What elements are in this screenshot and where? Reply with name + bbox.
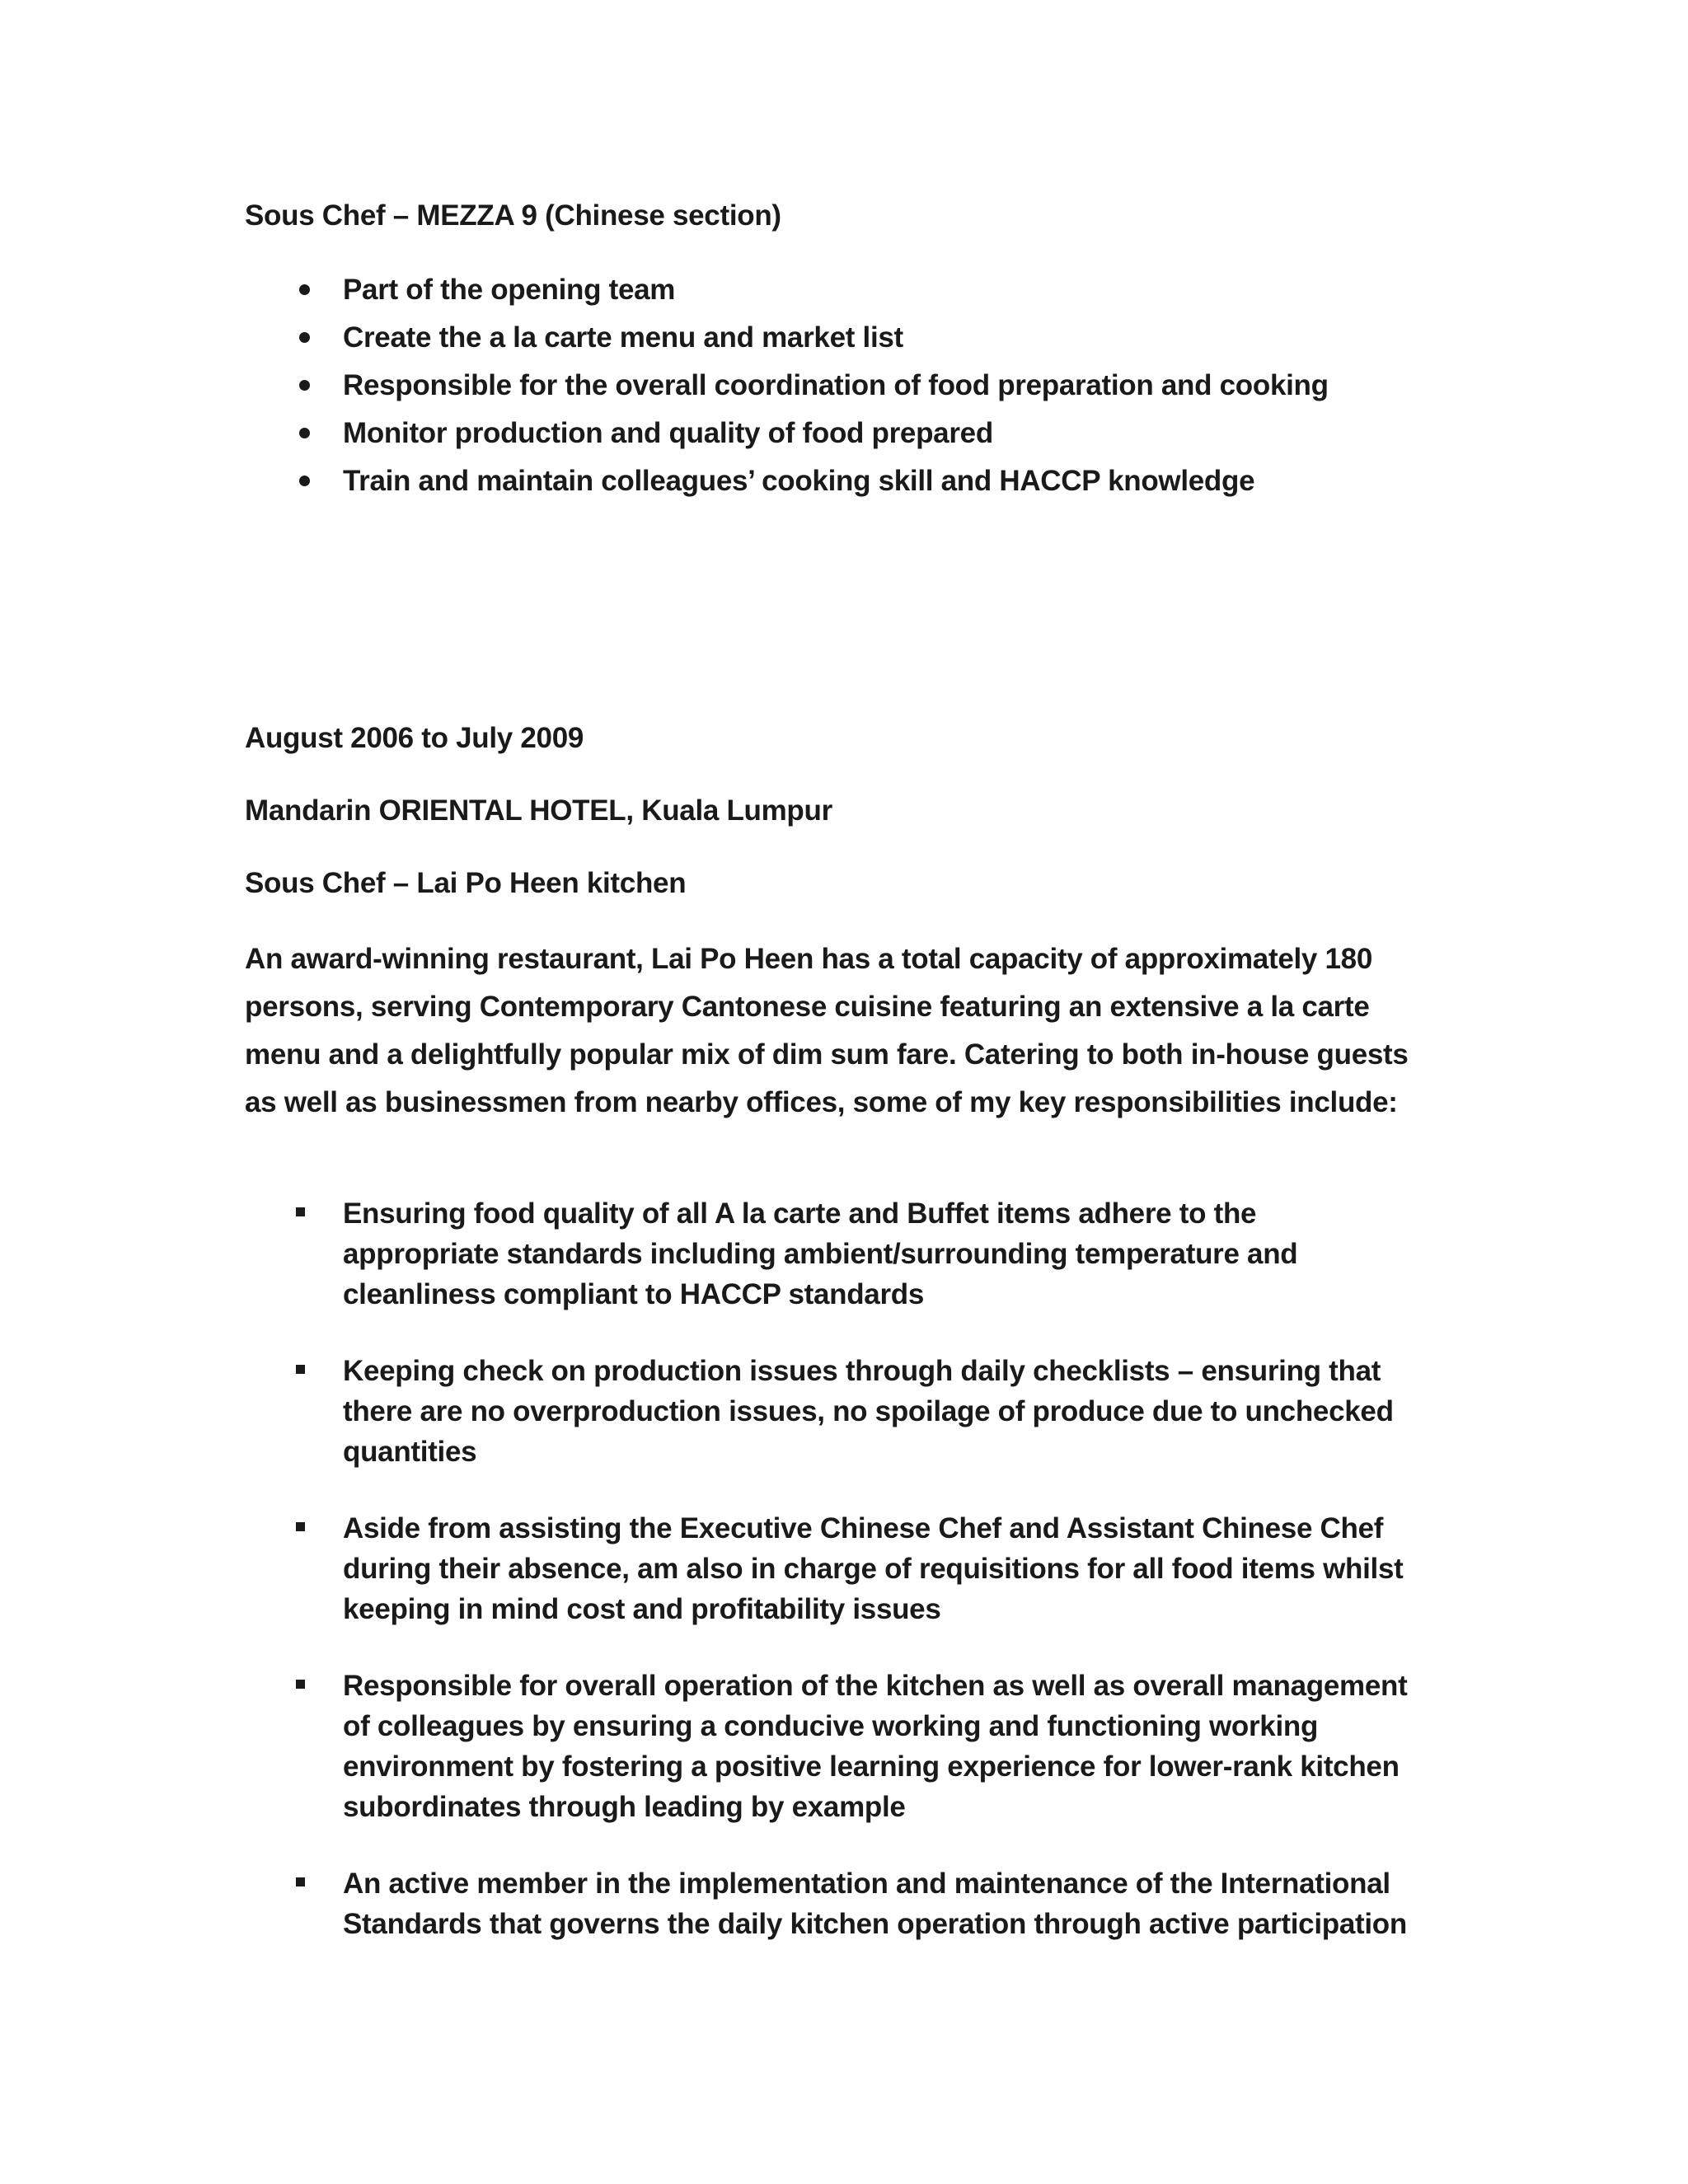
list-item-line: Keeping check on production issues through daily checklists – ensuring that: [343, 1355, 1381, 1387]
description-line: persons, serving Contemporary Cantonese cuisine featuring an extensive a la carte: [245, 991, 1370, 1023]
employer-name: Mandarin ORIENTAL HOTEL, Kuala Lumpur: [245, 794, 832, 827]
list-item: [245, 1351, 1407, 1472]
list-item-line: environment by fostering a positive learning experience for lower-rank kitchen: [343, 1750, 1400, 1783]
square-bullet-icon: [296, 1522, 305, 1531]
list-item: [245, 1508, 1407, 1629]
job-role: Sous Chef – Lai Po Heen kitchen: [245, 867, 687, 899]
list-item-line: Aside from assisting the Executive Chinese Chef and Assistant Chinese Chef: [343, 1512, 1384, 1544]
list-item: [245, 1863, 1407, 1944]
list-item: [245, 320, 1329, 368]
bullet-dot-icon: [299, 476, 310, 486]
square-bullet-icon: [296, 1365, 305, 1374]
employment-dates: August 2006 to July 2009: [245, 722, 584, 754]
description-line: menu and a delightfully popular mix of dim sum fare. Catering to both in-house guests: [245, 1038, 1409, 1071]
square-bullet-icon: [296, 1877, 305, 1886]
list-item-line: during their absence, am also in charge of requisitions for all food items whilst: [343, 1553, 1404, 1585]
list-item-line: subordinates through leading by example: [343, 1791, 906, 1823]
list-item-line: appropriate standards including ambient/surrounding temperature and: [343, 1238, 1298, 1270]
bullet-dot-icon: [299, 380, 310, 391]
list-item: [245, 368, 1329, 415]
list-item: [245, 272, 1329, 320]
section1-title: Sous Chef – MEZZA 9 (Chinese section): [245, 199, 781, 232]
bullet-dot-icon: [299, 284, 310, 295]
list-item-text: Part of the opening team: [343, 274, 676, 306]
list-item: [245, 1666, 1407, 1827]
list-item-text: Train and maintain colleagues’ cooking skill and HACCP knowledge: [343, 465, 1255, 497]
list-item-line: of colleagues by ensuring a conducive working and functioning working: [343, 1710, 1319, 1742]
description-line: An award-winning restaurant, Lai Po Heen has a total capacity of approximately 180: [245, 943, 1373, 975]
restaurant-description: [245, 935, 1448, 1127]
bullet-dot-icon: [299, 332, 310, 343]
list-item-text: Monitor production and quality of food prepared: [343, 417, 993, 449]
list-item-line: Standards that governs the daily kitchen operation through active participation: [343, 1908, 1407, 1940]
bullet-dot-icon: [299, 428, 310, 438]
list-item-line: Ensuring food quality of all A la carte and Buffet items adhere to the: [343, 1197, 1257, 1230]
list-item-text: Responsible for the overall coordination of food preparation and cooking: [343, 369, 1329, 401]
list-item-line: quantities: [343, 1436, 477, 1468]
list-item-text: Create the a la carte menu and market list: [343, 321, 903, 354]
square-bullet-icon: [296, 1207, 305, 1216]
list-item-line: An active member in the implementation and maintenance of the International: [343, 1868, 1390, 1900]
list-item-line: there are no overproduction issues, no spoilage of produce due to unchecked: [343, 1395, 1394, 1427]
responsibilities-list: [245, 1193, 1407, 1980]
list-item-line: cleanliness compliant to HACCP standards: [343, 1278, 925, 1310]
list-item: [245, 415, 1329, 463]
list-item-line: Responsible for overall operation of the kitchen as well as overall management: [343, 1670, 1408, 1702]
section1-bullet-list: [245, 272, 1329, 511]
list-item: [245, 1193, 1407, 1315]
list-item-line: keeping in mind cost and profitability issues: [343, 1593, 941, 1625]
square-bullet-icon: [296, 1680, 305, 1689]
list-item: [245, 463, 1329, 511]
description-line: as well as businessmen from nearby offices, some of my key responsibilities include:: [245, 1086, 1398, 1118]
